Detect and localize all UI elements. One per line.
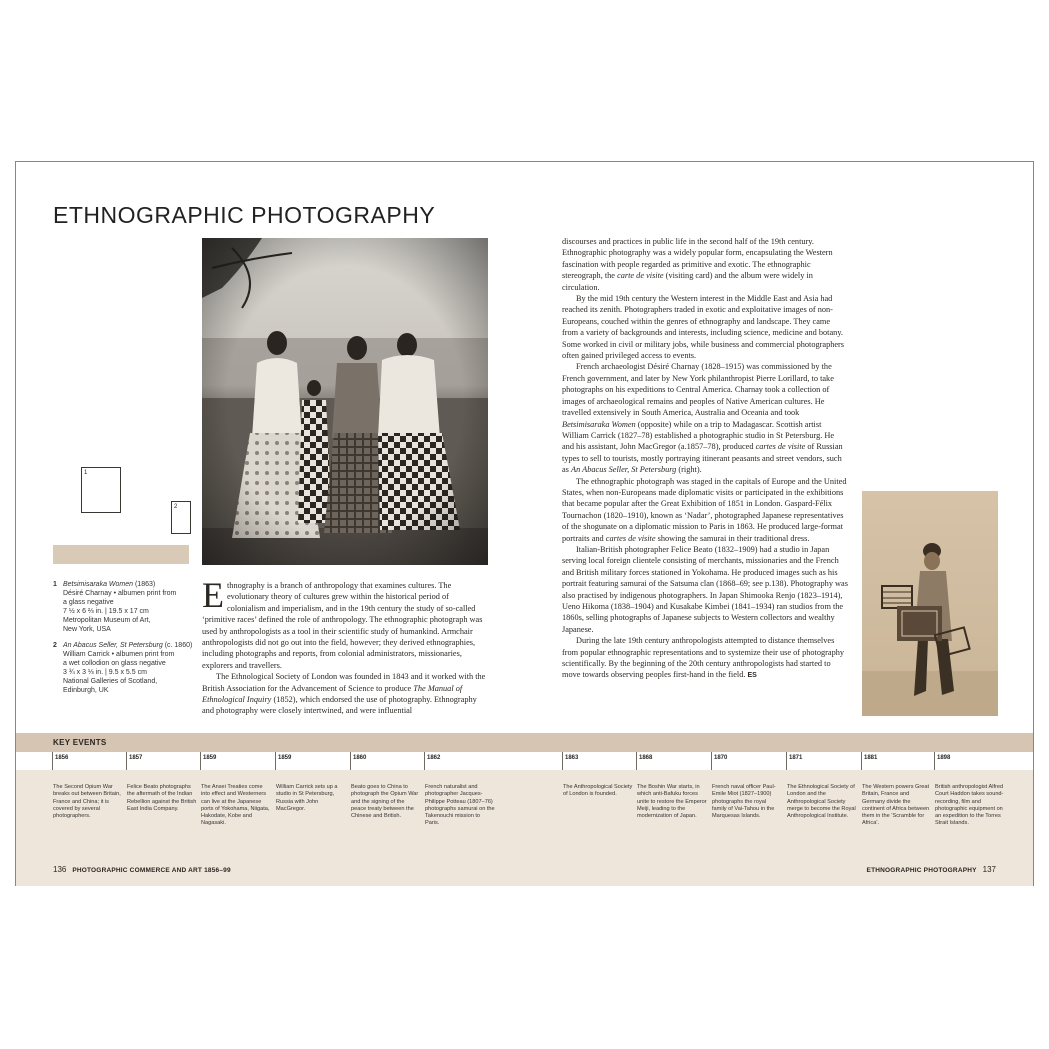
timeline-event-text: French naval officer Paul-Emile Miot (1827–1900) photographs the royal family of Vai-Tahou in the Marquesas Islands. xyxy=(712,784,776,820)
abacus-seller-photo xyxy=(862,491,998,716)
timeline-event-text: William Carrick sets up a studio in St Petersburg, Russia with John MacGregor. xyxy=(276,784,338,812)
timeline-event-year: 1870 xyxy=(711,752,783,770)
timeline-event-year: 1856 xyxy=(52,752,124,770)
left-page-number: 136 xyxy=(53,865,67,874)
caption-2-line: 3 ¾ x 3 ⅓ in. | 9.5 x 5.5 cm xyxy=(63,669,147,676)
timeline-event-year: 1862 xyxy=(424,752,496,770)
caption-1 xyxy=(53,580,193,634)
book-spread xyxy=(15,161,1034,886)
body-paragraph: The Ethnological Society of London was founded in 1843 and it worked with the British Association for the Advancement of Science to produce The Manual of Ethnological Inquiry (1852), which endorsed the use of photography. Ethnography and photography were closely intertwined, and were influential xyxy=(202,672,486,716)
timeline-event-text: The Ethnological Society of London and the Anthropological Society merge to become the Royal Anthropological Institute. xyxy=(787,784,856,820)
betsimisaraka-women-photo xyxy=(202,238,488,565)
figure-1-thumbnail xyxy=(81,467,121,513)
timeline-event-text: French naturalist and photographer Jacques-Philippe Potteau (1807–76) photographs samurai on the Takenouchi mission to Paris. xyxy=(425,784,495,827)
key-events-heading: KEY EVENTS xyxy=(53,738,107,747)
figure-2-thumbnail xyxy=(171,501,191,534)
left-running-head: PHOTOGRAPHIC COMMERCE AND ART 1856–99 xyxy=(72,867,231,874)
timeline-event-year: 1871 xyxy=(786,752,858,770)
timeline-event-year: 1859 xyxy=(275,752,347,770)
timeline-event-text: British anthropologist Alfred Court Haddon takes sound-recording, film and photographic equipment on an expedition to the Torres Strait Islands. xyxy=(935,784,1004,827)
timeline-event-text: The Ansei Treaties come into effect and Westerners can live at the Japanese ports of Yokohama, Niigata, Hakodate, Kobe and Nagasaki. xyxy=(201,784,270,827)
caption-1-number: 1 xyxy=(53,581,57,588)
caption-2-line: Edinburgh, UK xyxy=(63,687,109,694)
caption-2 xyxy=(53,641,193,695)
body-column-right xyxy=(562,236,848,682)
figure-1-marker: 1 xyxy=(84,470,88,476)
caption-2-number: 2 xyxy=(53,642,57,649)
caption-1-line: New York, USA xyxy=(63,626,111,633)
caption-divider-bar xyxy=(53,545,189,564)
caption-2-line: National Galleries of Scotland, xyxy=(63,678,158,685)
caption-1-line: a glass negative xyxy=(63,599,114,606)
body-paragraph: Ethnography is a branch of anthropology that examines cultures. The evolutionary theory of cultures grew within the historical period of colonialism and imperialism, and in the 19th century the study of so-called ‘primitive races’ defined the role of anthropology. The ethnographic photograph was used by anthropologists as a tool in their scientific study of humankind. Armchair anthropologists did not go out into the field, however; they derived ethnographies, including photographs and reports, from colonial administrators, missionaries, explorers and travellers. xyxy=(202,575,483,670)
body-paragraph: The ethnographic photograph was staged in the capitals of Europe and the United States, when non-Europeans made diplomatic visits or participated in the exhibitions that became popular after the Great Exhibition of 1851 in London. Gaspard-Félix Tournachon (1820–1910), known as ‘Nadar’, photographed Japanese representatives of the shogunate on a diplomatic mission to Paris in 1863. He produced large-format portraits and cartes de visite showing the samurai in their traditional dress. xyxy=(562,476,847,543)
body-paragraph: French archaeologist Désiré Charnay (1828–1915) was commissioned by the French government, and later by New York philanthropist Pierre Lorillard, to take photographs on his expeditions to Central America. Charnay took a collection of images of archaeological remains and peoples of Native American cultures. He travelled extensively in South America, Australia and Oceania and took Betsimisaraka Women (opposite) while on a trip to Madagascar. Scottish artist William Carrick (1827–78) established a photographic studio in St Petersburg. He and his assistant, John MacGregor (a.1857–78), produced cartes de visite of Russian types to sell to tourists, mostly portraying itinerant peasants and street vendors, such as An Abacus Seller, St Petersburg (right). xyxy=(562,362,843,475)
body-column-left xyxy=(202,575,488,717)
timeline-event-year: 1863 xyxy=(562,752,634,770)
timeline-event-year: 1860 xyxy=(350,752,422,770)
timeline-event-year: 1868 xyxy=(636,752,708,770)
timeline-event-text: Beato goes to China to photograph the Opium War and the signing of the peace treaty between the Chinese and British. xyxy=(351,784,419,820)
timeline-event-text: Felice Beato photographs the aftermath of the Indian Rebellion against the British East India Company. xyxy=(127,784,197,812)
right-page-footer xyxy=(867,865,996,874)
page-title: ETHNOGRAPHIC PHOTOGRAPHY xyxy=(53,202,436,228)
caption-2-line: a wet collodion on glass negative xyxy=(63,660,166,667)
caption-1-line: Désiré Charnay • albumen print from xyxy=(63,590,177,597)
body-paragraph: By the mid 19th century the Western interest in the Middle East and Asia had reached its zenith. Photographers traded in exotic and exploitative images of non-Europeans, couched within the genres of ethnography and landscape. They came from a variety of backgrounds and interests, including science, medicine and botany. Some worked in civil or military jobs, while business and commercial photographers often gained privileged access to events. xyxy=(562,294,845,361)
caption-1-line: Metropolitan Museum of Art, xyxy=(63,617,151,624)
right-running-head: ETHNOGRAPHIC PHOTOGRAPHY xyxy=(866,867,977,874)
key-events-header xyxy=(16,733,1033,752)
timeline-event-text: The Western powers Great Britain, France and Germany divide the continent of Africa between them in the ‘Scramble for Africa’. xyxy=(862,784,930,827)
caption-2-line: William Carrick • albumen print from xyxy=(63,651,175,658)
caption-2-title: An Abacus Seller, St Petersburg (c. 1860) xyxy=(63,642,193,649)
figure-2-marker: 2 xyxy=(174,504,178,510)
timeline-event-text: The Boshin War starts, in which anti-Bafuku forces unite to restore the Emperor Meiji, leading to the modernization of Japan. xyxy=(637,784,707,820)
captions xyxy=(53,580,193,702)
right-page-number: 137 xyxy=(982,865,996,874)
drop-cap: E xyxy=(202,575,224,615)
body-paragraph: Italian-British photographer Felice Beato (1832–1909) had a studio in Japan serving local foreign clientele consisting of merchants, missionaries and the French and British military forces stationed in Yokohama. He produced images such as his portrait featuring samurai of the Satsuma clan (1868–69; see p.138). Photography was also practised by indigenous photographers. In Japan Shimooka Renjo (1823–1914), Ueno Hikoma (1838–1904) and Kusakabe Kimbei (1841–1934) ran studios from the 1860s, selling photographs of Japanese subjects to Western collectors and wealthy Japanese. xyxy=(562,544,848,634)
timeline-event-text: The Second Opium War breaks out between Britain, France and China; it is covered by several photographers. xyxy=(53,784,121,820)
caption-1-title: Betsimisaraka Women (1863) xyxy=(63,581,156,588)
left-page-footer xyxy=(53,865,231,874)
timeline-event-text: The Anthropological Society of London is founded. xyxy=(563,784,633,798)
timeline-event-year: 1881 xyxy=(861,752,933,770)
timeline-event-year: 1859 xyxy=(200,752,272,770)
author-signature: ES xyxy=(747,672,757,680)
timeline-event-year: 1898 xyxy=(934,752,1006,770)
body-paragraph: discourses and practices in public life in the second half of the 19th century. Ethnographic photography was a widely popular form, encapsulating the Western fascination with people regarded as primitive and exotic. The ethnographic stereograph, the carte de visite (visiting card) and the album were widely in circulation. xyxy=(562,237,833,292)
caption-1-line: 7 ½ x 6 ⅔ in. | 19.5 x 17 cm xyxy=(63,608,149,615)
key-events-timeline xyxy=(16,733,1033,886)
body-paragraph: During the late 19th century anthropologists attempted to distance themselves from popular ethnographic representations and to systemize their use of photography scientifically. By the beginning of the 20th century anthropologists had started to move towards observing peoples first-hand in the field. ES xyxy=(562,636,845,680)
timeline-event-year: 1857 xyxy=(126,752,198,770)
